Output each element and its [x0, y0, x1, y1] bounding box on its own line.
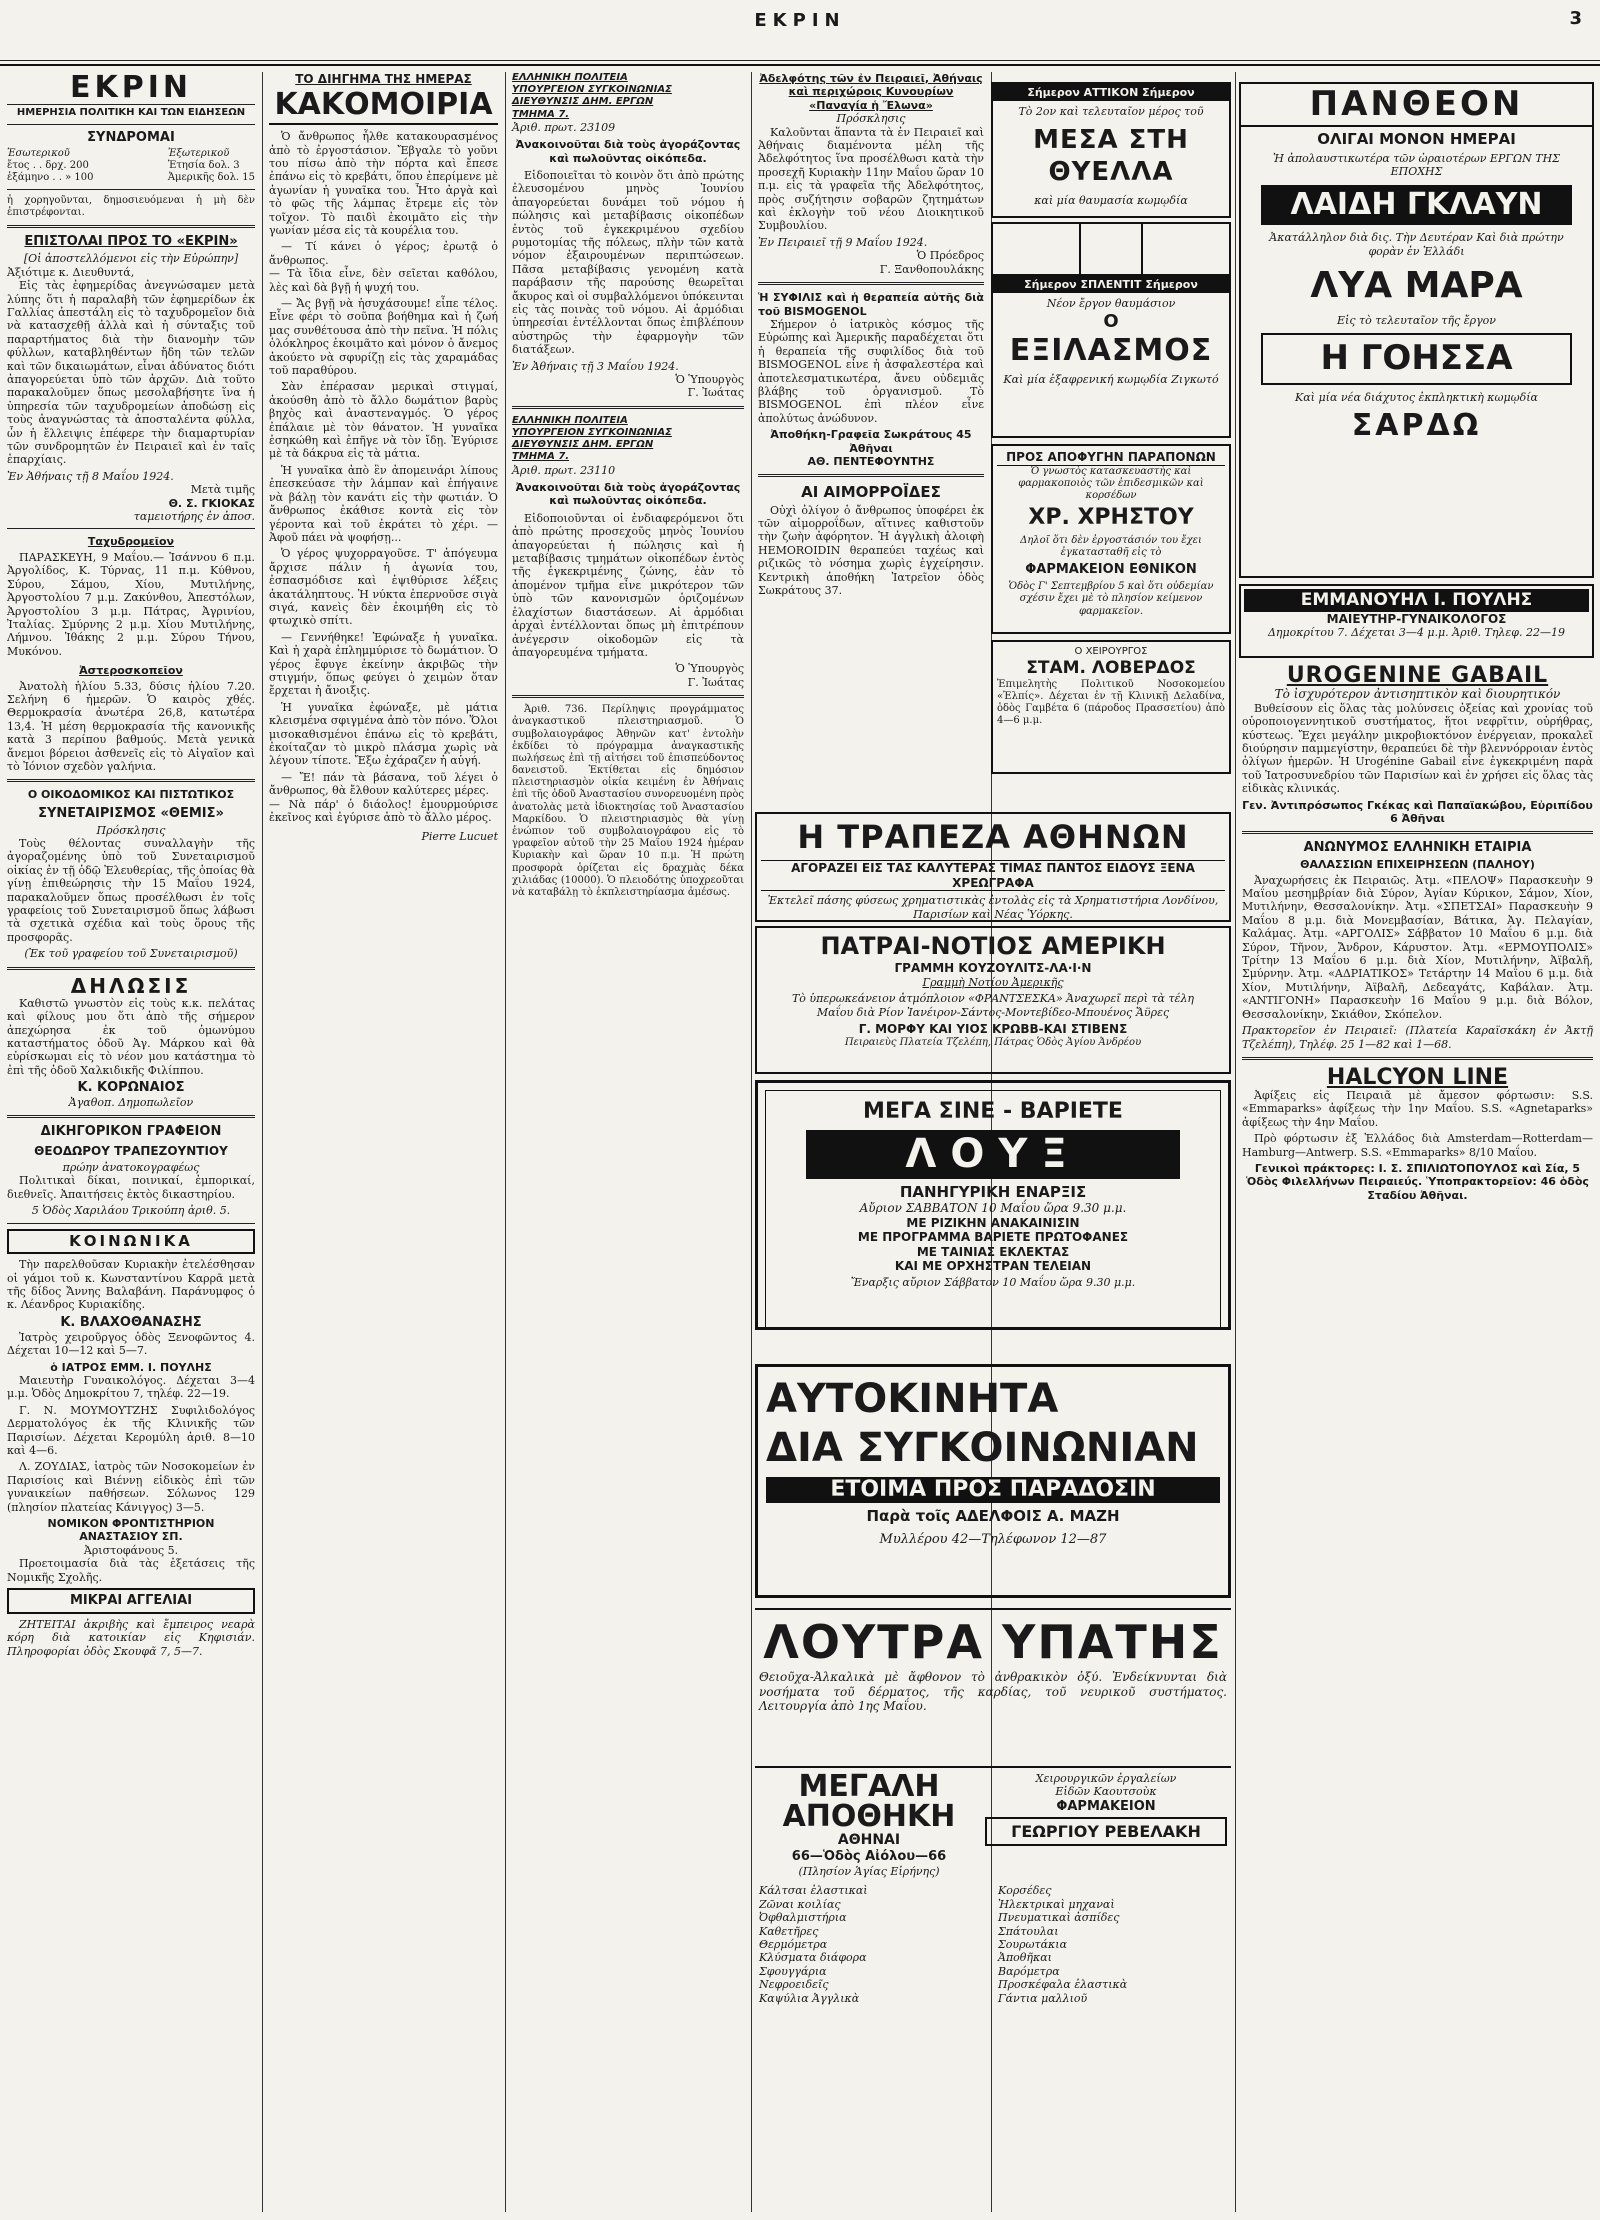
lux-tail: Ἔναρξις αὔριον Σάββατον 10 Μαΐου ὥρα 9.30 μ.μ.: [850, 1276, 1136, 1290]
shipping-line: Γραμμὴ Νοτίου Ἀμερικῆς: [922, 975, 1064, 989]
store-right-2: Εἰδῶν Καουτσοὺκ: [1055, 1785, 1157, 1799]
hemorrhoids-heading: ΑΙ ΑΙΜΟΡΡΟΪΔΕΣ: [801, 483, 941, 502]
store-item: Βαρόμετρα: [998, 1964, 1060, 1978]
lux-date: Αὔριον ΣΑΒΒΑΤΟΝ 10 Μαΐου ὥρα 9.30 μ.μ.: [859, 1200, 1127, 1215]
attikon-film-title: ΜΕΣΑ ΣΤΗ ΘΥΕΛΛΑ: [1033, 124, 1189, 187]
cars-line-2: ΔΙΑ ΣΥΓΚΟΙΝΩΝΙΑΝ: [766, 1424, 1199, 1471]
story-para-2: — Τί κάνει ὁ γέρος; ἐρωτᾷ ὁ ἄνθρωπος. — Τὰ ἴδια εἶνε, δὲν σεῖεται καθόλου, λὲς καὶ δὰ βγῇ ἡ ψυχή του.: [269, 240, 498, 294]
christou-pharmacy: ΦΑΡΜΑΚΕΙΟΝ ΕΘΝΙΚΟΝ: [1025, 562, 1197, 578]
ypati-baths-ad: [755, 1608, 1231, 1758]
store-address: 66—Ὁδὸς Αἰόλου—66: [791, 1849, 947, 1865]
baths-title: ΛΟΥΤΡΑ ΥΠΑΤΗΣ: [763, 1615, 1223, 1669]
notice-signature: Κ. ΚΟΡΩΝΑΙΟΣ: [77, 1080, 185, 1096]
christou-pharmacy-ad: [991, 444, 1231, 634]
subs-inland-label: Ἐσωτερικοῦ: [7, 147, 70, 159]
pantheon-mid: Ἀκατάλληλον διὰ δις. Τὴν Δευτέραν Καὶ διὰ πρώτην φορὰν ἐν Ἑλλάδι: [1269, 231, 1564, 258]
letters-signature: Θ. Σ. ΓΚΙΟΚΑΣ: [168, 496, 255, 510]
coop-heading-1: Ο ΟΙΚΟΔΟΜΙΚΟΣ ΚΑΙ ΠΙΣΤΩΤΙΚΟΣ: [27, 788, 235, 802]
story-para-9: — Ἔ! πάν τὰ βάσανα, τοῦ λέγει ὁ ἄνθρωπος, θὰ ἔλθουν καλύτερες μέρες. — Νὰ πάρ' ὁ διάολος! ἐμουρμούρισε ἐκεῖνος καὶ ἐγύρισε ἀπὸ τὸ ἄλλο μέρος.: [269, 770, 498, 825]
subscriptions-table: [7, 148, 255, 185]
letters-subheading: [Οἱ ἀποστελλόμενοι εἰς τὴν Εὐρώπην]: [23, 252, 239, 266]
doctor1-name: Κ. ΒΛΑΧΟΘΑΝΑΣΗΣ: [60, 1314, 202, 1330]
gov-notice-2-title: Ἀνακοινοῦται διὰ τοὺς ἀγοράζοντας καὶ πωλοῦντας οἰκόπεδα.: [515, 481, 741, 508]
story-para-8: Ἡ γυναῖκα ἐφώναξε, μὲ μάτια κλεισμένα σφιγμένα ἀπὸ τὸν πόνο. Ὅλοι μισοκαθισμένοι ἐπάνω εἰς τὸ κρεβάτι, ἐκοίταζαν τὸ μικρὸ πλάσμα χωρὶς νὰ λέγουν τίποτε. Ἔξω ἐχάραζεν ἡ αὐγή.: [269, 700, 498, 768]
doctor1-body: Ἰατρὸς χειροῦργος ὁδὸς Ξενοφῶντος 4. Δέχεται 10—12 καὶ 5—7.: [7, 1330, 255, 1358]
gov-notice-1-place: Ἐν Ἀθήναις τῇ 3 Μαΐου 1924.: [512, 359, 679, 373]
gov-notice-1-header: ΕΛΛΗΝΙΚΗ ΠΟΛΙΤΕΙΑ ΥΠΟΥΡΓΕΙΟΝ ΣΥΓΚΟΙΝΩΝΙΑΣ ΔΙΕΥΘΥΝΣΙΣ ΔΗΜ. ΕΡΓΩΝ ΤΜΗΜΑ 7.: [512, 72, 672, 120]
subs-foreign-label: Ἐξωτερικοῦ: [167, 147, 230, 159]
shipping-body: Τὸ ὑπερωκεάνειον ἀτμόπλοιον «ΦΡΑΝΤΣΕΣΚΑ» Ἀναχωρεῖ περὶ τὰ τέλη Μαΐου διὰ Ρίον Ἰανέιρον-Σάντος-Μοντεβίδεο-Μπουένος Ἄϋρες: [791, 992, 1195, 1019]
coop-subheading: Πρόσκλησις: [96, 823, 166, 837]
letters-role: ταμειοτήρης ἐν ἀποσ.: [133, 510, 255, 524]
doctor2-body: Μαιευτὴρ Γυναικολόγος. Δέχεται 3—4 μ.μ. Ὁδὸς Δημοκρίτου 7, τηλέφ. 22—19.: [7, 1373, 255, 1401]
column-1: [0, 72, 262, 2212]
gov-notice-2-number: Ἀριθ. πρωτ. 23110: [512, 463, 616, 477]
column-6: [1235, 664, 1600, 2212]
urogenine-body: Βυθείσουν εἰς ὅλας τὰς μολύνσεις ὀξείας καὶ χρονίας τοῦ οὐροποιογεννητικοῦ συστήματος, ἥτοι νεφρῖτιν, οὐρήθρας, κύστεως. Ἔχει μεγάλην μικροβιοκτόνον ἐνέργειαν, προκαλεῖ διούρησιν παμμεγίστην, θεραπεύει δὲ τὴν βλεννόρροιαν ἐντὸς ὀλίγων ἡμερῶν. Ἡ Urogénine Gabail εἶνε ἐγκεκριμένη παρὰ τοῦ Ἰατροσυνεδρίου τῶν Παρισίων καὶ ἐν χρήσει εἰς ὅλας τὰς εἰδικὰς κλινικάς.: [1242, 701, 1593, 796]
store-item: Κορσέδες: [998, 1884, 1052, 1898]
store-item: Ὀφθαλμιστήρια: [759, 1911, 847, 1925]
notice-heading: ΔΗΛΩΣΙΣ: [70, 973, 192, 998]
store-items: [759, 1884, 1227, 2005]
splendid-subtitle: Νέον ἔργον θαυμάσιον: [1046, 297, 1176, 311]
law-office-sub: πρώην ἀνατοκογραφέως: [62, 1160, 200, 1174]
story-para-4: Σὰν ἐπέρασαν μερικαὶ στιγμαί, ἀκούσθη ἀπὸ τὸ ἄλλο δωμάτιον βαρὺς βηχὸς καὶ ἀναστεναγμός. Ὁ γέρος ἐπάλαιε μὲ τὸν θάνατον. Ἡ γυναῖκα ἐσηκώθη καὶ ἐπῆγε νὰ τὸν ἴδῃ. Ἐγύρισε μὲ τὰ δάκρυα εἰς τὰ μάτια.: [269, 380, 498, 461]
store-item: Σουρωτάκια: [998, 1937, 1067, 1951]
surgeon-body: Ἐπιμελητὴς Πολιτικοῦ Νοσοκομείου «Ἐλπίς». Δέχεται ἐν τῇ Κλινικῇ Δελαδίνα, ὁδὸς Γαμβέτα 6 (πάροδος Πρασσετίου) ἀπὸ 4—6 μ.μ.: [997, 678, 1225, 727]
lux-line-1: ΜΕ ΡΙΖΙΚΗΝ ΑΝΑΚΑΙΝΙΣΙΝ: [906, 1215, 1080, 1230]
patras-shipping-ad: [755, 926, 1231, 1074]
social-heading: ΚΟΙΝΩΝΙΚΑ: [7, 1229, 255, 1255]
halcyon-agent: Γενικοὶ πράκτορες: Ι. Σ. ΣΠΙΛΙΩΤΟΠΟΥΛΟΣ καὶ Σία, 5 Ὁδὸς Φιλελλήνων Πειραιεύς. Ὑποπρακτορεῖον: 46 ὁδὸς Σταδίου Ἀθῆναι.: [1246, 1162, 1589, 1202]
subs-year: ἔτος . . δρχ. 200: [7, 159, 89, 171]
law-school-heading: ΝΟΜΙΚΟΝ ΦΡΟΝΤΙΣΤΗΡΙΟΝ ΑΝΑΣΤΑΣΙΟΥ ΣΠ.: [47, 1517, 215, 1544]
coop-body: Τοὺς θέλοντας συναλλαγὴν τῆς ἀγοραζομένης ὑπὸ τοῦ Συνεταιρισμοῦ οἰκίας ἐν τῇ ὁδῷ Ἐλευθερίας, τῆς ὁποίας θὰ γίνῃ ἐπιθεώρησις τὴν 15 Μαΐου 1924, παρακαλοῦμεν ὅπως προσέλθωσι ἐν τοῖς γραφείοις τοῦ Συνεταιρισμοῦ ὅπως λάβωσι τὰ σχετικὰ σχέδια καὶ τοὺς ὅρους τῆς προσφορᾶς.: [7, 837, 255, 944]
surgeon-ad: [991, 640, 1231, 774]
small-ads-heading: ΜΙΚΡΑΙ ΑΓΓΕΛΙΑΙ: [7, 1588, 255, 1614]
law-school-body: Προετοιμασία διὰ τὰς ἐξετάσεις τῆς Νομικῆς Σχολῆς.: [7, 1557, 255, 1584]
attikon-tail: καὶ μία θαυμασία κωμῳδία: [1034, 194, 1188, 208]
letters-close: Μετὰ τιμῆς: [190, 483, 255, 497]
lux-line-4: ΚΑΙ ΜΕ ΟΡΧΗΣΤΡΑΝ ΤΕΛΕΙΑΝ: [894, 1259, 1092, 1274]
christou-name: ΧΡ. ΧΡΗΣΤΟΥ: [1028, 505, 1194, 531]
gov-notice-1-number: Ἀριθ. πρωτ. 23109: [512, 120, 616, 134]
law-school-address: Ἀριστοφάνους 5.: [83, 1543, 179, 1557]
halcyon-heading: HALCYON LINE: [1326, 1064, 1509, 1090]
splendid-film-title: ΕΞΙΛΑΣΜΟΣ: [1009, 332, 1213, 368]
cars-ad: [755, 1364, 1231, 1598]
pantheon-film-3: Η ΓΟΗΣΣΑ: [1261, 333, 1572, 384]
cars-address: Μυλλέρου 42—Τηλέφωνον 12—87: [879, 1531, 1107, 1547]
bank-title: Η ΤΡΑΠΕΖΑ ΑΘΗΝΩΝ: [797, 818, 1189, 856]
store-title: ΜΕΓΑΛΗ ΑΠΟΘΗΚΗ: [782, 1769, 956, 1834]
brotherhood-signature: Ὁ Πρόεδρος Γ. Ξανθοπουλάκης: [879, 249, 984, 276]
law-office-body: Πολιτικαὶ δίκαι, ποινικαί, ἐμπορικαί, διεθνεῖς. Ἀπαιτήσεις ἐκτὸς δικαστηρίου.: [7, 1174, 255, 1201]
weather-heading: Ἀστεροσκοπεῖον: [79, 664, 183, 678]
newspaper-name: ΕΚΡΙΝ: [754, 10, 846, 31]
subscriptions-heading: ΣΥΝΔΡΟΜΑΙ: [87, 129, 175, 145]
lux-line-3: ΜΕ ΤΑΙΝΙΑΣ ΕΚΛΕΚΤΑΣ: [916, 1244, 1070, 1259]
surgeon-name: ΣΤΑΜ. ΛΟΒΕΡΔΟΣ: [1026, 658, 1196, 679]
poulis-address: Δημοκρίτου 7. Δέχεται 3—4 μ.μ. Ἀριθ. Τηλεφ. 22—19: [1267, 626, 1566, 640]
store-item: Νεφροειδεῖς: [759, 1978, 829, 1992]
story-para-6: Ὁ γέρος ψυχορραγοῦσε. Τ' ἀπόγευμα ἄρχισε πάλιν ἡ ἀγωνία του, ἐσπασμόδισε καὶ ἐψιθύρισε λέξεις ἀκατάληπτους. Ἡ νύκτα ἐπερνοῦσε σιγὰ σιγά, κανεὶς δὲν ἐκοιμήθη εἰς τὸ φτωχικὸ σπίτι.: [269, 547, 498, 628]
column-2: [262, 72, 505, 2212]
shipping-subtitle: ΓΡΑΜΜΗ ΚΟΥΖΟΥΛΙΤΣ-ΛΑ·Ι·Ν: [894, 961, 1092, 976]
store-city: ΑΘΗΝΑΙ: [837, 1832, 901, 1848]
brotherhood-heading: Ἀδελφότης τῶν ἐν Πειραιεῖ, Ἀθήναις καὶ περιχώροις Κυνουρίων «Παναγία ἡ Ἔλωνα»: [759, 72, 983, 112]
christou-body: Ὁ γνωστὸς κατασκευαστὴς καὶ φαρμακοποιὸς τῶν ἐπιδεσμικῶν καὶ κορσέδων: [1018, 465, 1204, 501]
pantheon-film-2: ΛΥΑ ΜΑΡΑ: [1310, 264, 1523, 306]
splendid-tail: Καὶ μία ἐξαφρενική κωμῳδία Ζιγκωτό: [1003, 373, 1219, 387]
store-item: Πνευματικαὶ ἀσπίδες: [998, 1911, 1120, 1925]
subs-fr: Ἐτησία δολ. 3: [167, 159, 240, 171]
letters-place: Ἐν Ἀθήναις τῇ 8 Μαΐου 1924.: [7, 469, 174, 483]
baths-body: Θειοῦχα-Ἀλκαλικὰ μὲ ἄφθονον τὸ ἀνθρακικὸν ὀξύ. Ἐνδείκνυνται διὰ νοσήματα τοῦ δέρματος, τῆς καρδίας, τοῦ νευρικοῦ συστήματος. Λειτουργία ἀπὸ 1ης Μαΐου.: [759, 1670, 1227, 1714]
big-store-ad: [755, 1766, 1231, 2206]
store-item: Κάλτσαι ἐλαστικαὶ: [759, 1884, 868, 1898]
subs-half: ἑξάμηνο . . » 100: [7, 171, 94, 183]
gov-notice-2-body: Εἰδοποιοῦνται οἱ ἐνδιαφερόμενοι ὅτι ἀπὸ πρώτης προσεχοῦς μηνὸς Ἰουνίου ἀπαγορεύεται ἡ πώλησις καὶ ἡ μεταβίβασις τμημάτων οἰκοπέδων ἐντὸς τῆς ἐγκεκριμένης ζώνης, ἐὰν τὸ ἀπομένον τμῆμα εἶνε μικρότερον τῶν ὑπὸ τῶν κανονισμῶν ὁριζομένων ἐλαχίστων διαστάσεων. Αἱ ἀρμόδιαι ἀρχαὶ ἐντέλλονται ὅπως μὴ ἐπιτρέπουν ἀνέγερσιν οἰκοδομῶν εἰς τὰ ἀπαγορευμένα τμήματα.: [512, 511, 744, 659]
splendid-article: Ο: [1103, 310, 1119, 332]
poulis-role: ΜΑΙΕΥΤΗΡ-ΓΥΝΑΙΚΟΛΟΓΟΣ: [1326, 611, 1507, 626]
pantheon-title: ΠΑΝΘΕΟΝ: [1241, 84, 1592, 127]
steamship-subheading: ΘΑΛΑΣΣΙΩΝ ΕΠΙΧΕΙΡΗΣΕΩΝ (ΠΑΛΗΟΥ): [1300, 858, 1535, 872]
newspaper-subtitle: ΗΜΕΡΗΣΙΑ ΠΟΛΙΤΙΚΗ ΚΑΙ ΤΩΝ ΕΙΔΗΣΕΩΝ: [16, 106, 246, 118]
lux-subheading: ΠΑΝΗΓΥΡΙΚΗ ΕΝΑΡΞΙΣ: [899, 1182, 1087, 1201]
coop-signature: (Ἐκ τοῦ γραφείου τοῦ Συνεταιρισμοῦ): [24, 947, 238, 961]
store-item: Σπάτουλαι: [998, 1924, 1059, 1938]
story-title: ΚΑΚΟΜΟΙΡΙΑ: [269, 89, 498, 126]
brotherhood-body: Καλοῦνται ἅπαντα τὰ ἐν Πειραιεῖ καὶ Ἀθήναις διαμένοντα μέλη τῆς Ἀδελφότητος ἵνα προσέλθωσι κατὰ τὴν προσεχῆ Κυριακὴν 11ην Μαΐου ὥραν 10 π.μ. εἰς τὰ γραφεῖα τῆς Ἀδελφότητος, πρὸς συζήτησιν σοβαρῶν ζητημάτων καὶ ἐκλογὴν τοῦ νέου Διοικητικοῦ Συμβουλίου.: [758, 125, 984, 233]
store-item: Ζῶναι κοιλίας: [759, 1897, 841, 1911]
urogenine-subtitle: Τὸ ἰσχυρότερον ἀντισηπτικὸν καὶ διουρητικόν: [1274, 687, 1561, 702]
store-address-2: (Πλησίον Ἁγίας Εἰρήνης): [798, 1864, 940, 1878]
gov-notice-1-signature: Ὁ Ὑπουργὸς Γ. Ἰωάτας: [675, 373, 744, 400]
law-office-name: ΘΕΟΔΩΡΟΥ ΤΡΑΠΕΖΟΥΝΤΙΟΥ: [34, 1144, 228, 1159]
social-body: Τὴν παρελθοῦσαν Κυριακὴν ἐτελέσθησαν οἱ γάμοι τοῦ κ. Κωνσταντίνου Καρρᾶ μετὰ τῆς δίδος Ἄννης Βαλαβάνη. Παράνυμφος ὁ κ. Λέανδρος Κυριακίδης.: [7, 1258, 255, 1312]
christou-address: Ὁδὸς Γ' Σεπτεμβρίου 5 καὶ ὅτι οὐδεμίαν σχέσιν ἔχει μὲ τὸ πλησίον κείμενον φαρμακεῖον.: [1008, 581, 1214, 617]
pantheon-film-4: ΣΑΡΔΩ: [1351, 408, 1482, 444]
doctor4-body: Λ. ΖΟΥΔΙΑΣ, ἰατρὸς τῶν Νοσοκομείων ἐν Παρισίοις καὶ Βιέννῃ εἰδικὸς ἐπὶ τῶν γυναικείων παθήσεων. Σόλωνος 129 (πλησίον πλατείας Κάνιγγος) 3—5.: [7, 1460, 255, 1514]
syphilis-heading: Ἡ ΣΥΦΙΛΙΣ καὶ ἡ θεραπεία αὐτῆς διὰ τοῦ BISMOGENOL: [758, 291, 984, 318]
surgeon-role: Ο ΧΕΙΡΟΥΡΓΟΣ: [1074, 646, 1148, 657]
halcyon-body: Ἀφίξεις εἰς Πειραιᾶ μὲ ἄμεσον φόρτωσιν: S.S. «Emmaparks» ἀφίξεως τὴν 1ην Μαΐου. S.S. «Agnetaparks» ἀφίξεως τὴν 4ην Μαΐου.: [1242, 1089, 1593, 1129]
story-para-7: — Γεννήθηκε! Ἐφώναξε ἡ γυναῖκα. Καὶ ἡ χαρὰ ἐπλημμύρισε τὸ δωμάτιον. Ὁ γέρος ἔφυγε ἐκείνην ἀκριβῶς τὴν στιγμήν, ὅπως φεύγει ὁ χειμὼν ὅταν ἔρχεται ἡ ἄνοιξις.: [269, 630, 498, 698]
story-para-3: — Ἄς βγῇ νὰ ἡσυχάσουμε! εἶπε τέλος. Εἶνε φέρι τὸ σοῦπα βοήθημα καὶ ἡ ζωή μας συνθέτουσα ἀπὸ τὴν πεῖνα. Ἡ πόλις ὀλόκληρος ἐκοιμᾶτο καὶ μόνον ὁ ἄνεμος ἀκούετο νὰ σφυρίζῃ εἰς τὰς χαραμάδας τοῦ παραθύρου.: [269, 297, 498, 378]
brotherhood-subheading: Πρόσκλησις: [836, 112, 906, 126]
page-masthead: [0, 0, 1600, 66]
splendid-header: Σήμερον ΣΠΛΕΝΤΙΤ Σήμερον: [993, 276, 1229, 293]
court-auction-body: Ἀριθ. 736. Περίληψις προγράμματος ἀναγκαστικοῦ πλειστηριασμοῦ. Ὁ συμβολαιογράφος Ἀθηνῶν κατ' ἐντολὴν ἐκδίδει τὸ πρόγραμμα ἀναγκαστικῆς πωλήσεως ἐπὶ τῇ αἰτήσει τοῦ ἐπισπεύδοντος δανειστοῦ. Ἐκτίθεται εἰς δημόσιον πλειστηριασμὸν οἰκία κειμένη ἐν Ἀθήναις ἐπὶ τῆς ὁδοῦ Ἀναστασίου συνορευομένη πρὸς ἀνατολὰς μετὰ ἰδιοκτησίας τοῦ Ἀναστασίου Μαρκίδου. Ὁ πλειστηριασμὸς θὰ γίνῃ ἐνώπιον τοῦ συμβολαιογράφου εἰς τὸ γραφεῖον αὐτοῦ τὴν 25 Μαΐου 1924 ἡμέραν Κυριακὴν καὶ ὥραν 10 π.μ. Ἡ πρώτη προσφορὰ ὁρίζεται εἰς δραχμὰς δέκα χιλιάδας (10000). Ὁ πλειοδότης ὑποχρεοῦται νὰ καταβάλῃ τὸ ἐκπλειστηρίασμα ἀμέσως.: [512, 704, 744, 898]
bank-subtitle: ΑΓΟΡΑΖΕΙ ΕΙΣ ΤΑΣ ΚΑΛΥΤΕΡΑΣ ΤΙΜΑΣ ΠΑΝΤΟΣ ΕΙΔΟΥΣ ΞΕΝΑ ΧΡΕΩΓΡΑΦΑ: [761, 860, 1225, 891]
shipping-agent: Γ. ΜΟΡΦΥ ΚΑΙ ΥΙΟΣ ΚΡΩΒΒ-ΚΑΙ ΣΤΙΒΕΝΣ: [858, 1022, 1128, 1037]
store-item: Ἀποθῆκαι: [998, 1951, 1052, 1965]
subs-am: Ἀμερικῆς δολ. 15: [167, 171, 255, 183]
letters-heading: ΕΠΙΣΤΟΛΑΙ ΠΡΟΣ ΤΟ «ΕΚΡΙΝ»: [24, 234, 238, 250]
cars-line-3: ΕΤΟΙΜΑ ΠΡΟΣ ΠΑΡΑΔΟΣΙΝ: [766, 1477, 1220, 1504]
attikon-header: Σήμερον ΑΤΤΙΚΟΝ Σήμερον: [993, 84, 1229, 101]
subs-note: ἡ χορηγοῦνται, δημοσιευόμεναι ἡ μὴ δὲν ἐπιστρέφονται.: [7, 195, 255, 219]
lux-cinema-ad: [755, 1080, 1231, 1330]
notice-body: Καθιστῶ γνωστὸν εἰς τοὺς κ.κ. πελάτας καὶ φίλους μου ὅτι ἀπὸ τῆς σήμερον ἀπεχώρησα ἐκ τοῦ ὁμωνύμου καταστήματος ὁδοῦ Ἀγ. Μάρκου καὶ θὰ εὑρίσκωμαι εἰς τὸ νέον μου κατάστημα τὸ ἐπὶ τῆς ὁδοῦ Χαλκιδικῆς Φιλίππου.: [7, 996, 255, 1077]
pantheon-line: Ἡ ἀπολαυστικωτέρα τῶν ὡραιοτέρων ΕΡΓΩΝ ΤΗΣ ΕΠΟΧΗΣ: [1273, 151, 1560, 179]
syphilis-signature: Ἀποθήκη-Γραφεῖα Σωκράτους 45 Ἀθῆναι ΑΘ. ΠΕΝΤΕΦΟΥΝΤΗΣ: [770, 428, 972, 468]
urogenine-title: UROGENINE GABAIL: [1286, 664, 1549, 688]
post-heading: Ταχυδρομεῖον: [87, 535, 175, 549]
gov-notice-1-body: Εἰδοποιεῖται τὸ κοινὸν ὅτι ἀπὸ πρώτης ἐλευσομένου μηνὸς Ἰουνίου ἀπαγορεύεται δυνάμει τοῦ νόμου ἡ πώλησις καὶ μεταβίβασις οἰκοπέδων ἐντὸς τοῦ ἐγκεκριμένου σχεδίου ρυμοτομίας τῆς πόλεως, πλὴν τῶν κατὰ νόμον ἐξαιρουμένων περιπτώσεων. Πᾶσα μεταβίβασις γενομένη κατὰ παράβασιν τῆς παρούσης θεωρεῖται ἄκυρος καὶ οἱ συμβαλλόμενοι ὑπόκεινται εἰς τὰς ποινὰς τοῦ νόμου. Αἱ ἀρμόδιαι ὑπηρεσίαι ἐντέλλονται ὅπως ἐπιβλέπουν αὐστηρῶς τὴν ἐφαρμογὴν τῶν διατάξεων.: [512, 168, 744, 357]
attikon-subtitle: Τὸ 2ον καὶ τελευταῖον μέρος τοῦ: [1018, 105, 1204, 119]
doctor3-body: Γ. Ν. ΜΟΥΜΟΥΤΖΗΣ Συφιλιδολόγος Δερματολόγος ἐκ τῆς Κλινικῆς τῶν Παρισίων. Δέχεται Κερομύλη ἀριθ. 8—10 καὶ 4—6.: [7, 1403, 255, 1457]
splendid-banner: [993, 224, 1229, 276]
cars-line-4: Παρὰ τοῖς ΑΔΕΛΦΟΙΣ Α. ΜΑΖΗ: [866, 1507, 1120, 1526]
lux-line-2: ΜΕ ΠΡΟΓΡΑΜΜΑ ΒΑΡΙΕΤΕ ΠΡΩΤΟΦΑΝΕΣ: [857, 1230, 1129, 1245]
store-item: Καψύλια Ἀγγλικὰ: [759, 1991, 860, 2005]
gov-notice-2-signature: Ὁ Ὑπουργὸς Γ. Ἰωάτας: [675, 662, 744, 689]
pantheon-star: ΛΑΙΔΗ ΓΚΛΑΥΝ: [1261, 185, 1572, 226]
store-item: Σφουγγάρια: [759, 1964, 827, 1978]
syphilis-body: Σήμερον ὁ ἰατρικὸς κόσμος τῆς Εὐρώπης καὶ Ἀμερικῆς παραδέχεται ὅτι ἡ θεραπεία τῆς συφιλίδος διὰ τοῦ BISMOGENOL εἶνε ἡ ἀσφαλεστέρα καὶ ἀποτελεσματικωτέρα, ἄνευ οὐδεμιᾶς βλάβης τοῦ ὀργανισμοῦ. Τὸ BISMOGENOL ἐπὶ πλέον εἶνε ἀπολύτως ἀνώδυνον.: [758, 317, 984, 425]
attikon-cinema-ad: [991, 82, 1231, 218]
small-ads-body: ΖΗΤΕΙΤΑΙ ἀκριβὴς καὶ ἔμπειρος νεαρὰ κόρη διὰ κατοικίαν εἰς Κηφισιάν. Πληροφορίαι ὁδὸς Σκουφᾶ 7, 5—7.: [7, 1617, 255, 1658]
poulis-doctor-ad: [1239, 584, 1594, 658]
store-right-3: ΦΑΡΜΑΚΕΙΟΝ: [1056, 1798, 1156, 1814]
law-office-address: 5 Ὁδὸς Χαριλάου Τρικούπη ἀριθ. 5.: [31, 1204, 231, 1218]
letters-salutation: Ἀξιότιμε κ. Διευθυντά,: [7, 265, 135, 279]
pantheon-mid-3: Καὶ μία νέα διάχυτος ἐκπληκτικὴ κωμῳδία: [1295, 390, 1538, 404]
doctor2-name: ὁ ΙΑΤΡΟΣ ΕΜΜ. Ι. ΠΟΥΛΗΣ: [50, 1360, 212, 1374]
pantheon-cinema-ad: [1239, 82, 1594, 578]
notice-role: Ἀγαθοπ. Δημοπωλεῖον: [68, 1096, 194, 1109]
post-body: ΠΑΡΑΣΚΕΥΗ, 9 Μαΐου.— Ἰσάννου 6 π.μ. Ἀργολίδος, Κ. Τύρνας, 11 π.μ. Κύθνου, Σύρου, Σάμου, Χίου, Μυτιλήνης, Ἀργοστολίου 7 μ.μ. Ζακύνθου, Ἀπεστόλων, Ἀργοστολίου 3 μ.μ. Πάτρας, Ἀγρινίου, Ἰταλίας. Σμύρνης 2 μ.μ. Χίου Μυτιλήνης, Λήμνου. Ἰθάκης 2 μ.μ. Σύρου Τήνου, Μυκόνου.: [7, 550, 255, 658]
halcyon-body-2: Πρὸ φόρτωσιν ἐξ Ἑλλάδος διὰ Amsterdam—Rotterdam—Hamburg—Antwerp. S.S. «Emmaparks» 8/10 Μαΐου.: [1242, 1132, 1593, 1159]
newspaper-title: ΕΚΡΙΝ: [7, 72, 255, 105]
story-author: Pierre Lucuet: [421, 830, 498, 844]
christou-body-2: Δηλοῖ ὅτι δὲν ἐργοστάσιόν του ἔχει ἐγκατασταθῆ εἰς τὸ: [1020, 535, 1202, 559]
law-office-heading: ΔΙΚΗΓΟΡΙΚΟΝ ΓΡΑΦΕΙΟΝ: [40, 1124, 222, 1140]
christou-heading: ΠΡΟΣ ΑΠΟΦΥΓΗΝ ΠΑΡΑΠΟΝΩΝ: [997, 450, 1225, 466]
shipping-address: Πειραιεὺς Πλατεία Τζελέπη, Πάτρας Ὁδὸς Ἀγίου Ἀνδρέου: [844, 1036, 1142, 1048]
column-3: [505, 72, 751, 2212]
coop-heading-2: ΣΥΝΕΤΑΙΡΙΣΜΟΣ «ΘΕΜΙΣ»: [38, 805, 224, 821]
letters-body: Εἰς τὰς ἐφημερίδας ἀνεγνώσαμεν μετὰ λύπης ὅτι ἡ παραλαβὴ τῶν ἐφημερίδων ἐκ Γαλλίας ἀπεστάλη εἰς τὸ ταχυδρομεῖον διὰ νὰ κατασχεθῇ ἀλλὰ καὶ ἡ σύνταξις τοῦ παραρτήματος διὰ τὴν διανομὴν τῶν φύλλων, καταβληθέντων ἤδη τῶν τελῶν καὶ τῶν δικαιωμάτων, εἶναι ἀδύνατος διότι ἀπαγορεύεται ὑπὸ τῶν ἀρχῶν. Διὰ τοῦτο παρακαλοῦμεν ὅπως μεσολαβήσητε ἵνα ἡ ὑπηρεσία τῶν ταχυδρομείων ἀποδώσῃ εἰς τοὺς ἀναγνώστας τὰ ἀποσταλέντα φύλλα, ὧν ἡ ἔλλειψις ἐπέφερε τὴν διαμαρτυρίαν τῶν συνδρομητῶν ἐν Πειραιεῖ καὶ ἐν ταῖς ἐπαρχίαις.: [7, 279, 255, 467]
pantheon-subtitle: ΟΛΙΓΑΙ ΜΟΝΟΝ ΗΜΕΡΑΙ: [1317, 130, 1516, 149]
lux-heading: ΜΕΓΑ ΣΙΝΕ - ΒΑΡΙΕΤΕ: [863, 1099, 1123, 1124]
store-owner: ΓΕΩΡΓΙΟΥ ΡΕΒΕΛΑΚΗ: [985, 1817, 1227, 1847]
lux-title: ΛΟΥΞ: [806, 1130, 1180, 1179]
store-item: Κλύσματα διάφορα: [759, 1951, 867, 1965]
gov-notice-2-header: ΕΛΛΗΝΙΚΗ ΠΟΛΙΤΕΙΑ ΥΠΟΥΡΓΕΙΟΝ ΣΥΓΚΟΙΝΩΝΙΑΣ ΔΙΕΥΘΥΝΣΙΣ ΔΗΜ. ΕΡΓΩΝ ΤΜΗΜΑ 7.: [512, 414, 672, 463]
weather-body: Ἀνατολὴ ἡλίου 5.33, δύσις ἡλίου 7.20. Σελήνη 6 ἡμερῶν. Ὁ καιρὸς χθές. Θερμοκρασία ἀνωτέρα 26,8, κατωτέρα 13,4. Ἡ μέση θερμοκρασία τῆς κανονικῆς κατὰ 3 περίπου βαθμούς. Μετὰ γενικὰ ἄνεμοι βόρειοι ἀσθενεῖς εἰς τὸ Αἰγαῖον καὶ τὸ Ἰόνιον σχεδὸν γαλήνια.: [7, 679, 255, 773]
brotherhood-place: Ἐν Πειραιεῖ τῇ 9 Μαΐου 1924.: [758, 235, 928, 249]
store-item: Θερμόμετρα: [759, 1937, 828, 1951]
store-right-1: Χειρουργικῶν ἐργαλείων: [1035, 1772, 1177, 1785]
column-4: [751, 72, 991, 800]
cars-line-1: ΑΥΤΟΚΙΝΗΤΑ: [766, 1376, 1059, 1422]
story-kicker: ΤΟ ΔΙΗΓΗΜΑ ΤΗΣ ΗΜΕΡΑΣ: [295, 72, 472, 86]
steamship-body: Ἀναχωρήσεις ἐκ Πειραιῶς. Ἀτμ. «ΠΕΛΟΨ» Παρασκευὴν 9 Μαΐου μεσημβρίαν διὰ Σύρον, Ἀγίαν Κύρικον, Σάμον, Χίον, Μυτιλήνην, Θεσσαλονίκην. Ἀτμ. «ΣΠΕΤΣΑΙ» Παρασκευὴν 9 Μαΐου 8 μ.μ. διὰ Μονεμβασίαν, Βάτικα, Ἀγ. Πελαγίαν, Καλάμας. Ἀτμ. «ΑΡΓΟΛΙΣ» Σάββατον 10 Μαΐου 6 μ.μ. διὰ Σύρον, Τῆνον, Ἄνδρον, Κάρυστον. Ἀτμ. «ΕΡΜΟΥΠΟΛΙΣ» Τρίτην 13 Μαΐου 6 μ.μ. διὰ Χίον, Μυτιλήνην, Ἀϊβαλῆ, Σμύρνην. Ἀτμ. «ΑΔΡΙΑΤΙΚΟΣ» Τετάρτην 14 Μαΐου 6 μ.μ. διὰ Χίον, Μυτιλήνην, Ἀϊβαλῆ, Δεδεαγάτς, Καβάλαν. Ἀτμ. «ΑΝΤΙΓΟΝΗ» Παρασκευὴν 16 Μαΐου 9 μ.μ. διὰ Βόλον, Θεσσαλονίκην, Σκιάθον, Σκόπελον.: [1242, 873, 1593, 1021]
bank-tail: Ἐκτελεῖ πάσης φύσεως χρηματιστικὰς ἐντολὰς εἰς τὰ Χρηματιστήρια Λονδίνου, Παρισίων καὶ Νέας Ὑόρκης.: [767, 894, 1219, 921]
store-item: Ἠλεκτρικαὶ μηχαναὶ: [998, 1897, 1115, 1911]
gov-notice-1-title: Ἀνακοινοῦται διὰ τοὺς ἀγοράζοντας καὶ πωλοῦντας οἰκόπεδα.: [515, 138, 741, 165]
store-item: Καθετῆρες: [759, 1924, 819, 1938]
urogenine-agent: Γεν. Ἀντιπρόσωπος Γκέκας καὶ Παπαϊακώβου, Εὐριπίδου 6 Ἀθῆναι: [1242, 798, 1593, 825]
pantheon-mid-2: Εἰς τὸ τελευταῖον τῆς ἔργον: [1337, 313, 1496, 327]
steamship-heading: ΑΝΩΝΥΜΟΣ ΕΛΛΗΝΙΚΗ ΕΤΑΙΡΙΑ: [1303, 840, 1532, 856]
bank-of-athens-ad: [755, 812, 1231, 922]
steamship-agent: Πρακτορεῖον ἐν Πειραιεῖ: (Πλατεία Καραϊσκάκη ἐν Ἀκτῇ Τζελέπη), Τηλέφ. 25 1—82 καὶ 1—68.: [1242, 1024, 1593, 1051]
page-number: 3: [1569, 8, 1582, 29]
store-item: Γάντια μαλλιοῦ: [998, 1991, 1088, 2005]
splendid-cinema-ad: [991, 222, 1231, 438]
story-para-5: Ἡ γυναῖκα ἀπὸ ἓν ἀπομεινάρι λίπους ἐπεσκεύασε τὴν λάμπαν καὶ ἐπήγαινε νὰ βάλῃ τὸν κανάτι εἰς τὴν φωτιάν. Ὁ ἄνθρωπος ἐκάθισε κοντὰ εἰς τὸν γέροντα καὶ τοῦ ἐκράτει τὸ χέρι. — Ἀφοῦ πάει νὰ ψοφήσῃ...: [269, 463, 498, 544]
story-para-1: Ὁ ἄνθρωπος ἦλθε κατακουρασμένος ἀπὸ τὸ ἐργοστάσιον. Ἔβγαλε τὸ γοῦνι του πίσω ἀπὸ τὴν πόρτα καὶ ἔπεσε ἐπάνω εἰς τὸ κρεβάτι, ὅπου ἐπερίμενε μὲ ἀγωνίαν ἡ γυναῖκα του. Ἦτο ἀργὰ καὶ τὸ φῶς τῆς λάμπας ἔτρεμε εἰς τὸν τοῖχον. Τὸ παιδὶ ἐκοιμᾶτο εἰς τὴν γωνίαν μέσα εἰς τὰ κουρέλια του.: [269, 130, 498, 237]
shipping-title: ΠΑΤΡΑΙ-ΝΟΤΙΟΣ ΑΜΕΡΙΚΗ: [820, 932, 1166, 960]
poulis-name: ΕΜΜΑΝΟΥΗΛ Ι. ΠΟΥΛΗΣ: [1244, 589, 1589, 612]
hemorrhoids-body: Οὐχὶ ὀλίγον ὁ ἄνθρωπος ὑποφέρει ἐκ τῶν αἱμορροΐδων, αἵτινες καθιστοῦν τὴν ζωὴν ἀφόρητον. Ἡ ἀγγλικὴ ἀλοιφὴ HEMOROIDIN θεραπεύει ταχέως καὶ ριζικῶς τὸ νόσημα χωρὶς ἐγχείρησιν. Κεντρικὴ ἀποθήκη Ἰατρεῖον ὁδὸς Σωκράτους 37.: [758, 503, 984, 598]
store-item: Προσκέφαλα ἐλαστικὰ: [998, 1978, 1128, 1992]
